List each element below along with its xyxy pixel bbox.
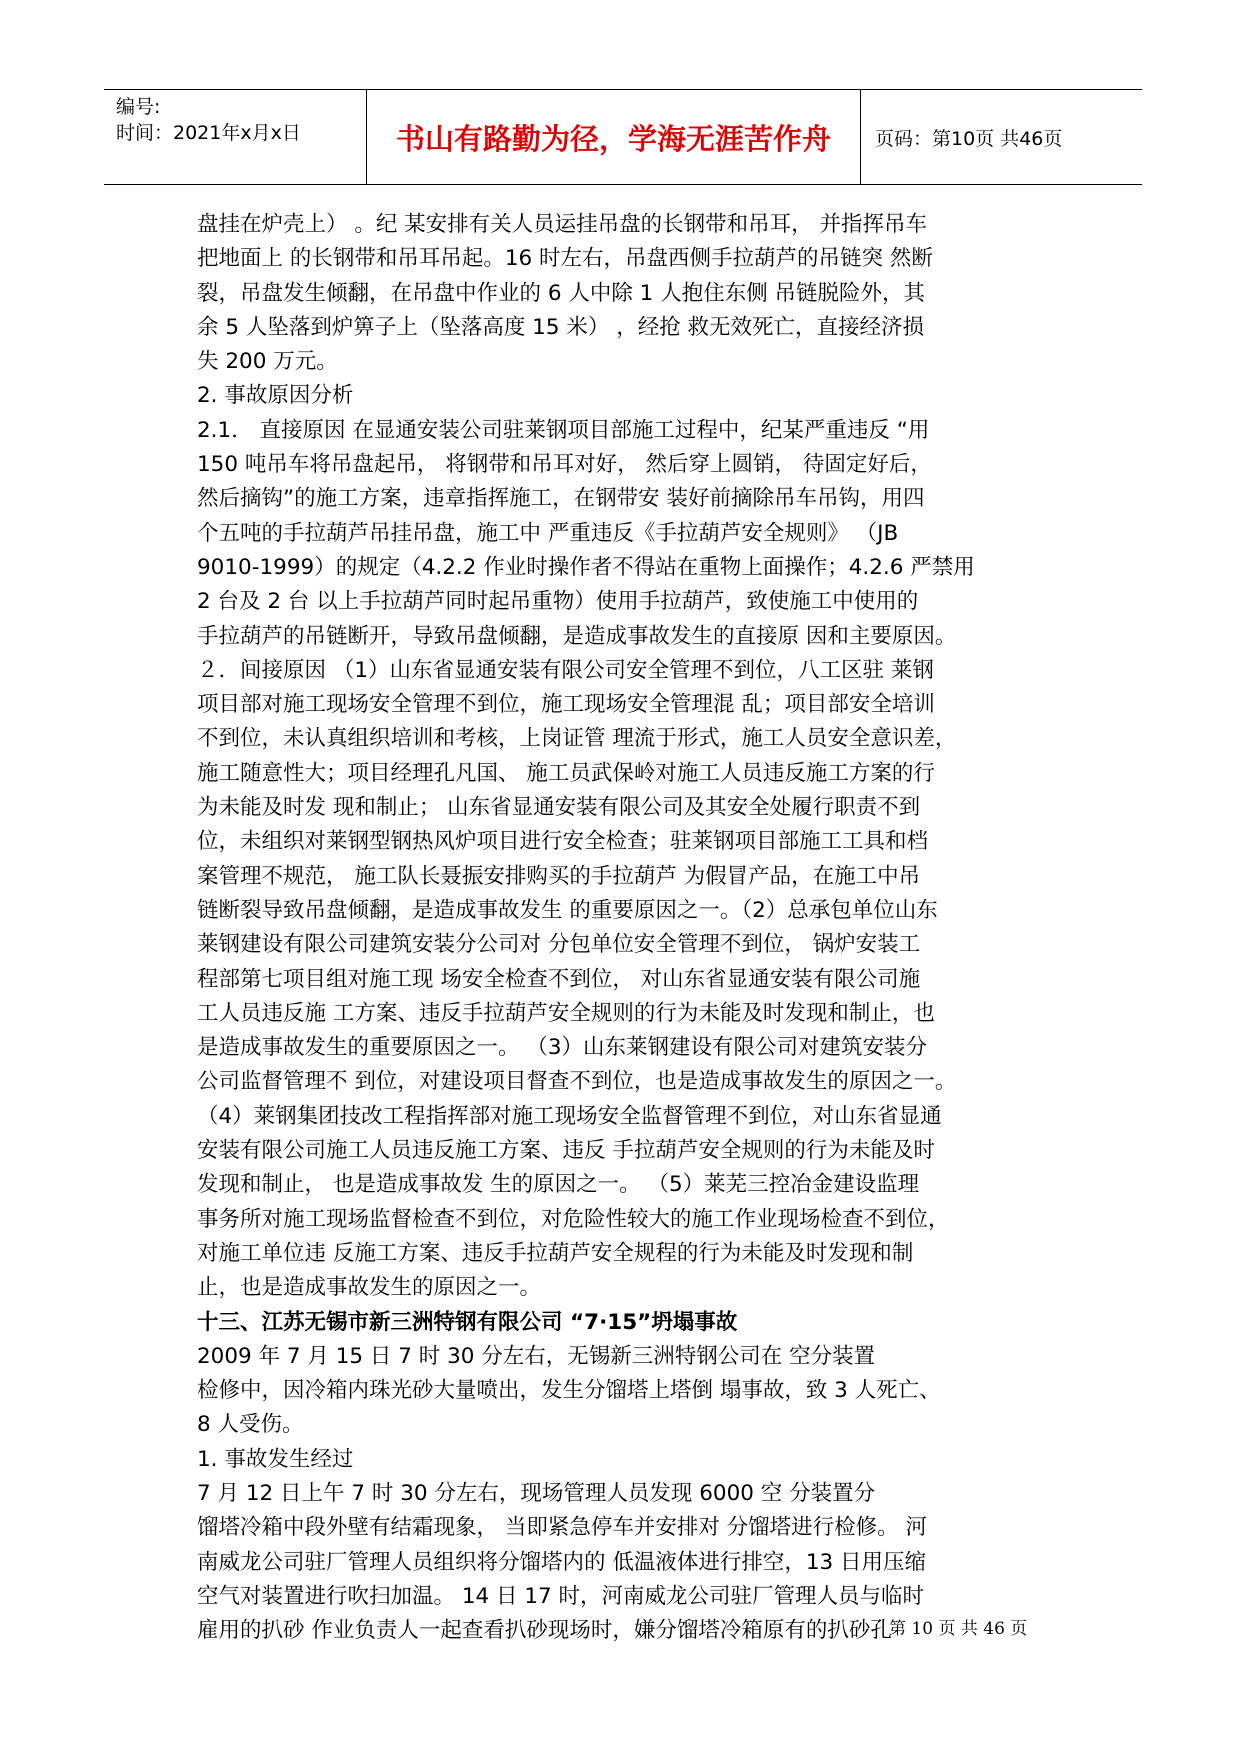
text-line: 对施工单位违 反施工方案、违反手拉葫芦安全规程的行为未能及时发现和制 [197, 1240, 914, 1266]
text-line: 是造成事故发生的重要原因之一。 （3）山东莱钢建设有限公司对建筑安装分 [197, 1035, 928, 1061]
text-line: 手拉葫芦的吊链断开，导致吊盘倾翻，是造成事故发生的直接原 因和主要原因。 [197, 623, 957, 649]
text-line: 南威龙公司驻厂管理人员组织将分馏塔内的 低温液体进行排空，13 日用压缩 [197, 1549, 927, 1575]
text-line: 失 200 万元。 [197, 349, 338, 375]
text-line: 把地面上 的长钢带和吊耳吊起。16 时左右，吊盘西侧手拉葫芦的吊链突 然断 [197, 246, 933, 272]
text-line: 检修中，因冷箱内珠光砂大量喷出，发生分馏塔上塔倒 塌事故，致 3 人死亡、 [197, 1378, 941, 1404]
text-line: （4）莱钢集团技改工程指挥部对施工现场安全监督管理不到位，对山东省显通 [197, 1103, 942, 1129]
text-line: 为未能及时发 现和制止； 山东省显通安装有限公司及其安全处履行职责不到 [197, 795, 921, 821]
text-line: 莱钢建设有限公司建筑安装分公司对 分包单位安全管理不到位， 锅炉安装工 [197, 932, 921, 958]
text-line: 2. 事故原因分析 [197, 383, 354, 409]
text-line: 项目部对施工现场安全管理不到位，施工现场安全管理混 乱；项目部安全培训 [197, 692, 935, 718]
text-line: 2 台及 2 台 以上手拉葫芦同时起吊重物）使用手拉葫芦，致使施工中使用的 [197, 589, 919, 615]
document-body [197, 208, 1047, 1648]
header-motto: 书山有路勤为径，学海无涯苦作舟 [366, 90, 861, 184]
text-line: 1. 事故发生经过 [197, 1446, 354, 1472]
text-line: ２．间接原因 （1）山东省显通安装有限公司安全管理不到位，八工区驻 莱钢 [197, 657, 934, 683]
document-number-label: 编号: [116, 96, 161, 118]
text-line: 然后摘钩”的施工方案，违章指挥施工，在钢带安 装好前摘除吊车吊钩，用四 [197, 486, 925, 512]
text-line: 不到位，未认真组织培训和考核，上岗证管 理流于形式，施工人员安全意识差， [197, 726, 957, 752]
text-line: 8 人受伤。 [197, 1412, 304, 1438]
text-line: 链断裂导致吊盘倾翻，是造成事故发生 的重要原因之一。（2）总承包单位山东 [197, 897, 938, 923]
header-meta [104, 90, 366, 188]
page-header [104, 89, 1142, 185]
text-line: 2.1． 直接原因 在显通安装公司驻莱钢项目部施工过程中，纪某严重违反 “用 [197, 417, 930, 443]
text-line: 盘挂在炉壳上） 。纪 某安排有关人员运挂吊盘的长钢带和吊耳， 并指挥吊车 [197, 212, 928, 237]
text-line: 公司监督管理不 到位，对建设项目督查不到位，也是造成事故发生的原因之一。 [197, 1069, 957, 1095]
text-line: 安装有限公司施工人员违反施工方案、违反 手拉葫芦安全规则的行为未能及时 [197, 1138, 935, 1164]
header-page-info: 页码：第10页 共46页 [875, 127, 1063, 150]
text-line: 程部第七项目组对施工现 场安全检查不到位， 对山东省显通安装有限公司施 [197, 966, 921, 992]
text-line: 位，未组织对莱钢型钢热风炉项目进行安全检查；驻莱钢项目部施工工具和档 [197, 829, 929, 855]
text-line: 2009 年 7 月 15 日 7 时 30 分左右，无锡新三洲特钢公司在 空分装置 [197, 1343, 876, 1369]
text-line: 7 月 12 日上午 7 时 30 分左右，现场管理人员发现 6000 空 分装置分 [197, 1480, 876, 1506]
document-time: 时间：2021年x月x日 [116, 122, 301, 144]
text-line: 余 5 人坠落到炉箅子上（坠落高度 15 米） ，经抢 救无效死亡，直接经济损 [197, 314, 925, 340]
text-line: 雇用的扒砂 作业负责人一起查看扒砂现场时，嫌分馏塔冷箱原有的扒砂孔 [197, 1618, 892, 1644]
text-line: 馏塔冷箱中段外壁有结霜现象， 当即紧急停车并安排对 分馏塔进行检修。 河 [197, 1515, 928, 1541]
text-line: 工人员违反施 工方案、违反手拉葫芦安全规则的行为未能及时发现和制止，也 [197, 1000, 935, 1026]
text-line: 裂，吊盘发生倾翻，在吊盘中作业的 6 人中除 1 人抱住东侧 吊链脱险外，其 [197, 280, 926, 306]
text-line: 施工随意性大；项目经理孔凡国、 施工员武保岭对施工人员违反施工方案的行 [197, 760, 935, 786]
text-line: 案管理不规范， 施工队长聂振安排购买的手拉葫芦 为假冒产品，在施工中吊 [197, 863, 921, 889]
text-line: 止，也是造成事故发生的原因之一。 [197, 1275, 542, 1301]
section-heading: 十三、江苏无锡市新三洲特钢有限公司 “7·15”坍塌事故 [197, 1309, 738, 1335]
page-footer: 第 10 页 共 46 页 [889, 1619, 1028, 1639]
text-line: 事务所对施工现场监督检查不到位，对危险性较大的施工作业现场检查不到位， [197, 1206, 950, 1232]
text-line: 150 吨吊车将吊盘起吊， 将钢带和吊耳对好， 然后穿上圆销， 待固定好后， [197, 452, 932, 478]
text-line: 发现和制止， 也是造成事故发 生的原因之一。 （5）莱芜三控冶金建设监理 [197, 1172, 920, 1198]
text-line: 空气对装置进行吹扫加温。 14 日 17 时，河南威龙公司驻厂管理人员与临时 [197, 1583, 925, 1609]
text-line: 9010-1999）的规定（4.2.2 作业时操作者不得站在重物上面操作；4.2.6 严禁用 [197, 554, 975, 580]
text-line: 个五吨的手拉葫芦吊挂吊盘，施工中 严重违反《手拉葫芦安全规则》 （JB [197, 520, 899, 546]
